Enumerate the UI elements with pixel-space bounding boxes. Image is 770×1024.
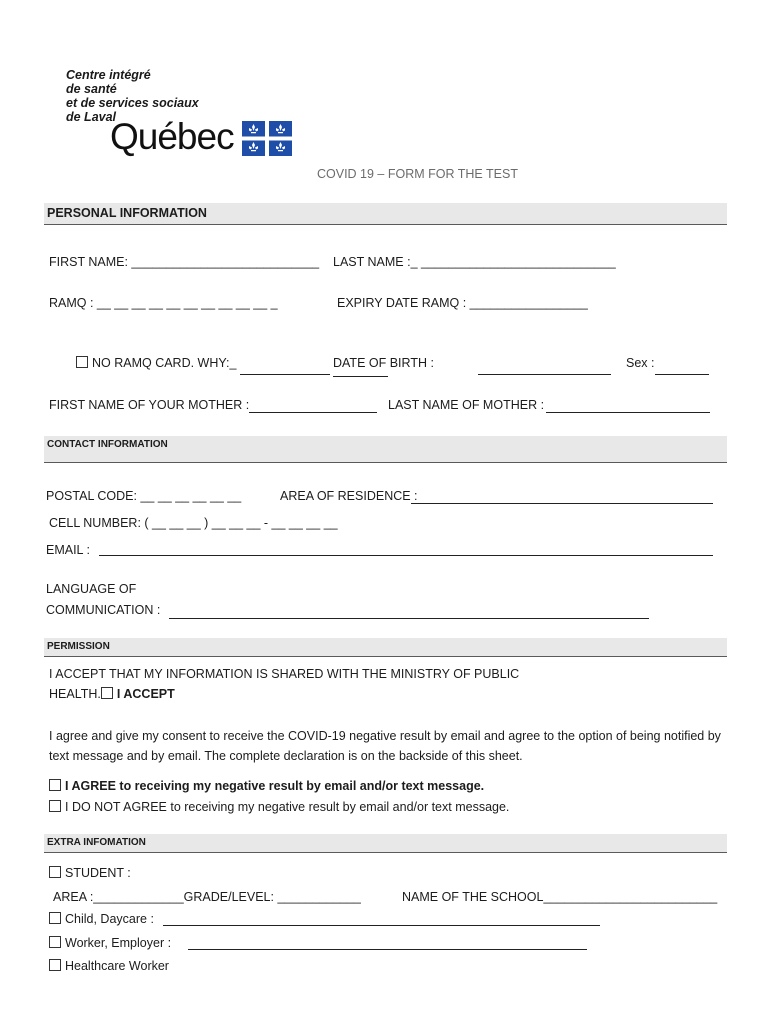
quebec-flag-icon bbox=[242, 121, 292, 156]
sex-label: Sex : bbox=[626, 356, 655, 370]
daycare-row bbox=[49, 912, 154, 926]
not-agree-label: I DO NOT AGREE to receiving my negative result by email and/or text message. bbox=[65, 800, 510, 814]
last-name-field[interactable]: LAST NAME :_ ____________________________ bbox=[333, 255, 616, 269]
student-label: STUDENT : bbox=[65, 866, 131, 880]
email-label: EMAIL : bbox=[46, 543, 90, 557]
worker-row bbox=[49, 936, 171, 950]
agree-checkbox[interactable] bbox=[49, 779, 61, 791]
worker-checkbox[interactable] bbox=[49, 936, 61, 948]
student-checkbox[interactable] bbox=[49, 866, 61, 878]
no-ramq-reason-line[interactable] bbox=[240, 374, 330, 375]
healthcare-row bbox=[49, 959, 169, 973]
language-label-line2: COMMUNICATION : bbox=[46, 603, 161, 617]
mother-first-name-line[interactable] bbox=[249, 412, 377, 413]
accept-share-prefix: HEALTH. bbox=[49, 687, 101, 701]
worker-line[interactable] bbox=[188, 949, 587, 950]
form-title: COVID 19 – FORM FOR THE TEST bbox=[317, 167, 518, 181]
no-ramq-row bbox=[76, 356, 236, 370]
daycare-checkbox[interactable] bbox=[49, 912, 61, 924]
school-name-field[interactable]: NAME OF THE SCHOOL_________________________ bbox=[402, 890, 718, 904]
no-ramq-label: NO RAMQ CARD. WHY:_ bbox=[92, 356, 237, 370]
language-label-line1: LANGUAGE OF bbox=[46, 582, 137, 596]
date-of-birth-label: DATE OF BIRTH : bbox=[333, 356, 434, 370]
agree-label: I AGREE to receiving my negative result by email and/or text message. bbox=[65, 779, 485, 793]
sex-line[interactable] bbox=[655, 374, 709, 375]
ramq-expiry-field[interactable]: EXPIRY DATE RAMQ : _________________ bbox=[337, 296, 588, 310]
student-row bbox=[49, 866, 131, 880]
agree-row bbox=[49, 779, 484, 793]
section-title: PERMISSION bbox=[47, 641, 110, 652]
accept-share-checkbox[interactable] bbox=[101, 687, 113, 699]
area-of-residence-line[interactable] bbox=[411, 503, 713, 504]
mother-last-name-line[interactable] bbox=[546, 412, 710, 413]
healthcare-label: Healthcare Worker bbox=[65, 959, 169, 973]
daycare-label: Child, Daycare : bbox=[65, 912, 154, 926]
no-ramq-checkbox[interactable] bbox=[76, 356, 88, 368]
org-line-1: Centre intégré bbox=[66, 68, 151, 82]
section-permission bbox=[44, 638, 727, 657]
consent-paragraph: I agree and give my consent to receive the COVID-19 negative result by email and agree to the option of being notified by text message and by email. The complete declaration is on the backside of this sheet. bbox=[49, 729, 721, 763]
not-agree-row bbox=[49, 800, 509, 814]
healthcare-checkbox[interactable] bbox=[49, 959, 61, 971]
worker-label: Worker, Employer : bbox=[65, 936, 172, 950]
org-line-3: et de services sociaux bbox=[66, 96, 199, 110]
daycare-line[interactable] bbox=[163, 925, 600, 926]
quebec-wordmark: Québec bbox=[110, 116, 234, 157]
dob-underline bbox=[333, 376, 388, 377]
mother-first-name-label: FIRST NAME OF YOUR MOTHER : bbox=[49, 398, 250, 412]
section-title: PERSONAL INFORMATION bbox=[47, 206, 207, 220]
ramq-field[interactable]: RAMQ : __ __ __ __ __ __ __ __ __ __ _ bbox=[49, 296, 278, 310]
section-title: CONTACT INFORMATION bbox=[47, 439, 168, 450]
cell-number-field[interactable]: CELL NUMBER: ( __ __ __ ) __ __ __ - __ __ __ __ bbox=[49, 516, 338, 530]
postal-code-field[interactable]: POSTAL CODE: __ __ __ __ __ __ bbox=[46, 489, 242, 503]
section-personal-information bbox=[44, 203, 727, 225]
date-of-birth-line[interactable] bbox=[478, 374, 611, 375]
section-extra-information bbox=[44, 834, 727, 853]
section-contact-information bbox=[44, 436, 727, 463]
email-line[interactable] bbox=[99, 555, 713, 556]
accept-share-row bbox=[49, 687, 175, 701]
accept-share-text: I ACCEPT THAT MY INFORMATION IS SHARED WITH THE MINISTRY OF PUBLIC bbox=[49, 667, 520, 681]
first-name-field[interactable]: FIRST NAME: ___________________________ bbox=[49, 255, 320, 269]
mother-last-name-label: LAST NAME OF MOTHER : bbox=[388, 398, 545, 412]
language-line[interactable] bbox=[169, 618, 649, 619]
area-of-residence-label: AREA OF RESIDENCE : bbox=[280, 489, 418, 503]
not-agree-checkbox[interactable] bbox=[49, 800, 61, 812]
org-line-4: de Laval bbox=[66, 110, 117, 124]
org-line-2: de santé bbox=[66, 82, 117, 96]
section-title: EXTRA INFOMATION bbox=[47, 837, 146, 848]
student-area-grade-field[interactable]: AREA :_____________GRADE/LEVEL: ____________ bbox=[53, 890, 361, 904]
accept-share-label: I ACCEPT bbox=[116, 687, 175, 701]
